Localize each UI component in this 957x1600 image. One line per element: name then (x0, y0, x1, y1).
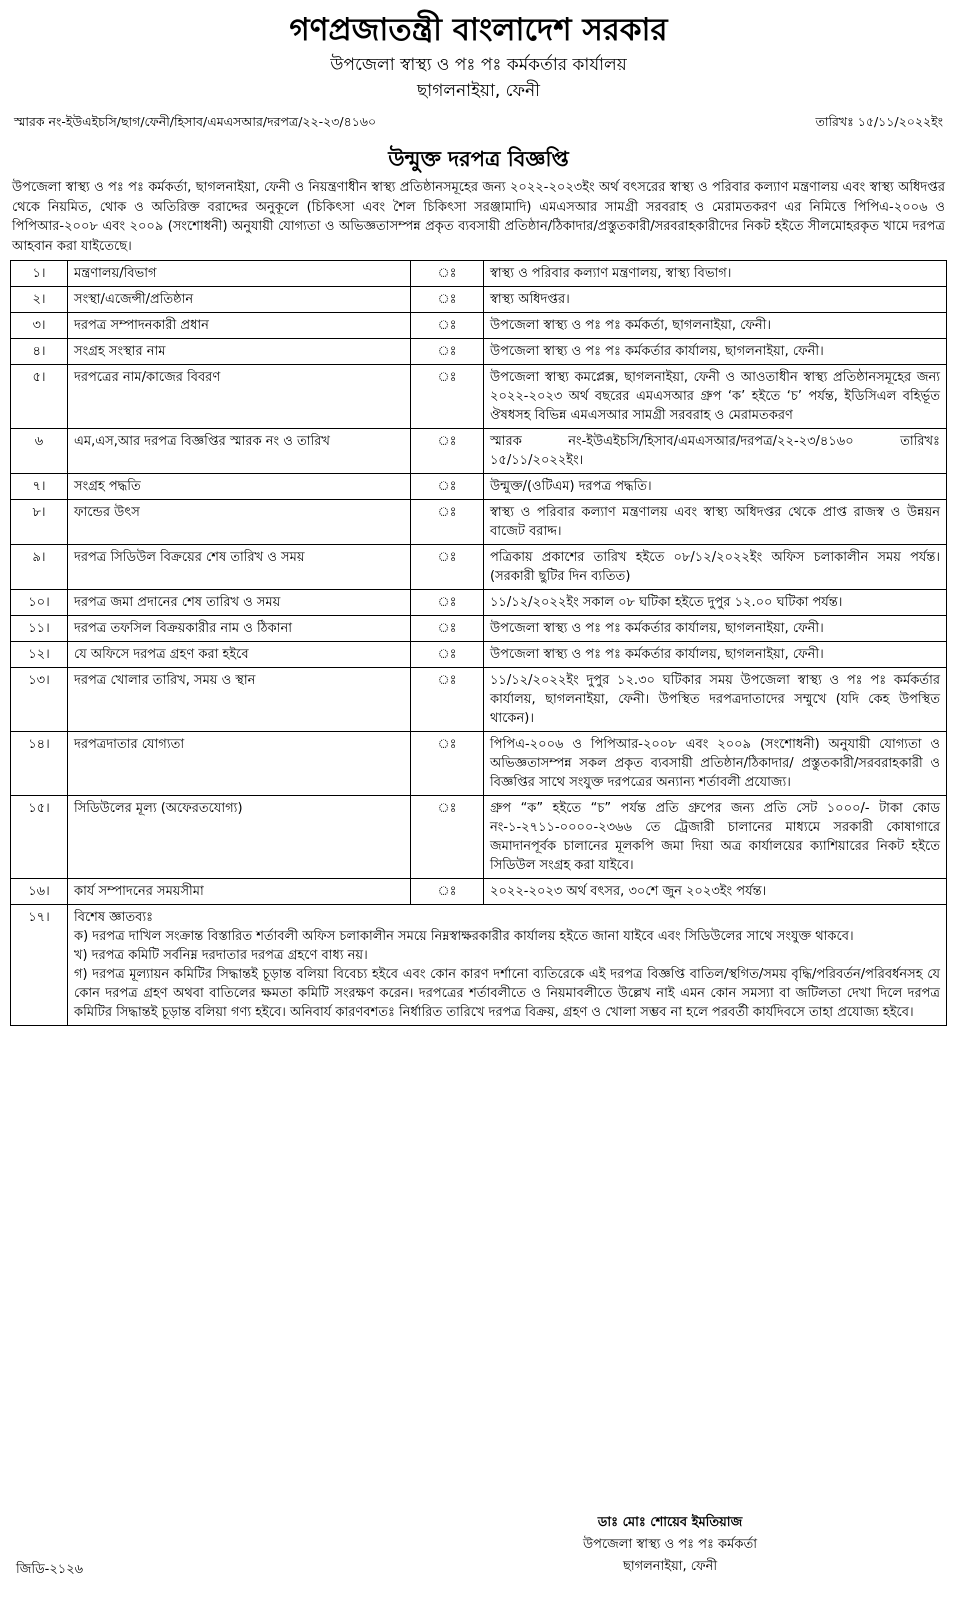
office-name: উপজেলা স্বাস্থ্য ও পঃ পঃ কর্মকর্তার কার্যালয় (330, 55, 627, 75)
intro-paragraph: উপজেলা স্বাস্থ্য ও পঃ পঃ কর্মকর্তা, ছাগলনাইয়া, ফেনী ও নিয়ন্ত্রণাধীন স্বাস্থ্য প্রতিষ্ঠানসমূহের জন্য ২০২২-২০২৩ইং অর্থ বৎসরের স্বাস্থ্য ও পরিবার কল্যাণ মন্ত্রণালয় এবং স্বাস্থ্য অধিদপ্তর থেকে নিয়মিত, থোক ও অতিরিক্ত বরাদ্দের অনুকূলে (চিকিৎসা এবং শৈল চিকিৎসা সরঞ্জামাদি) এমএসআর সামগ্রী সরবরাহ ও মেরামতকরণ এর নিমিত্তে পিপিএ-২০০৬ ও পিপিআর-২০০৮ এবং ২০০৯ (সংশোধনী) অনুযায়ী যোগ্যতা ও অভিজ্ঞতাসম্পন্ন প্রকৃত ব্যবসায়ী প্রতিষ্ঠান/ঠিকাদার/প্রস্তুতকারী/সরবরাহকারীদের নিকট হইতে সীলমোহরকৃত খামে দরপত্র আহবান করা যাইতেছে। (12, 180, 945, 254)
row-colon: ঃ (411, 339, 484, 365)
row-label: সিডিউলের মূল্য (অফেরতযোগ্য) (68, 796, 411, 879)
row-label: দরপত্র সিডিউল বিক্রয়ের শেষ তারিখ ও সময় (68, 545, 411, 590)
special-notes (68, 905, 947, 1026)
table-row (11, 616, 947, 642)
row-value: উন্মুক্ত/(ওটিএম) দরপত্র পদ্ধতি। (484, 474, 947, 500)
row-value: স্বাস্থ্য ও পরিবার কল্যাণ মন্ত্রণালয় এবং স্বাস্থ্য অধিদপ্তর থেকে প্রাপ্ত রাজস্ব ও উন্নয়ন বাজেট বরাদ্দ। (484, 500, 947, 545)
row-label: এম,এস,আর দরপত্র বিজ্ঞপ্তির স্মারক নং ও তারিখ (68, 429, 411, 474)
memo-line (10, 112, 947, 132)
table-row (11, 365, 947, 429)
special-item: ক) দরপত্র দাখিল সংক্রান্ত বিস্তারিত শর্তাবলী অফিস চলাকালীন সময়ে নিম্নস্বাক্ষরকারীর কার্যালয় হইতে জানা যাইবে এবং সিডিউলের সাথে সংযুক্ত থাকবে। (74, 929, 854, 944)
row-number: ১৬। (11, 879, 68, 905)
row-number: ৩। (11, 313, 68, 339)
row-label: দরপত্র জমা প্রদানের শেষ তারিখ ও সময় (68, 590, 411, 616)
memo-date: তারিখঃ ১৫/১১/২০২২ইং (815, 114, 943, 129)
table-row (11, 429, 947, 474)
memo-number: স্মারক নং-ইউএইচসি/ছাগ/ফেনী/হিসাব/এমএসআর/দরপত্র/২২-২৩/৪১৬০ (14, 114, 377, 129)
row-number: ১৫। (11, 796, 68, 879)
row-colon: ঃ (411, 500, 484, 545)
row-number: ৫। (11, 365, 68, 429)
table-row (11, 339, 947, 365)
row-colon: ঃ (411, 261, 484, 287)
table-row (11, 879, 947, 905)
row-colon: ঃ (411, 590, 484, 616)
row-colon: ঃ (411, 642, 484, 668)
row-value: পিপিএ-২০০৬ ও পিপিআর-২০০৮ এবং ২০০৯ (সংশোধনী) অনুযায়ী যোগ্যতা ও অভিজ্ঞতাসম্পন্ন সকল প্রকৃত ব্যবসায়ী প্রতিষ্ঠান/ঠিকাদার/ প্রস্তুতকারী/সরবরাহকারী ও বিজ্ঞপ্তির সাথে সংযুক্ত দরপত্রের অন্যান্য শর্তাবলী প্রযোজ্য। (484, 732, 947, 796)
row-value: ১১/১২/২০২২ইং দুপুর ১২.৩০ ঘটিকার সময় উপজেলা স্বাস্থ্য ও পঃ পঃ কর্মকর্তার কার্যালয়, ছাগলনাইয়া, ফেনী। উপস্থিত দরপত্রদাতাদের সম্মুখে (যদি কেহ উপস্থিত থাকেন)। (484, 668, 947, 732)
row-value: উপজেলা স্বাস্থ্য ও পঃ পঃ কর্মকর্তা, ছাগলনাইয়া, ফেনী। (484, 313, 947, 339)
row-value: পত্রিকায় প্রকাশের তারিখ হইতে ০৮/১২/২০২২ইং অফিস চলাকালীন সময় পর্যন্ত। (সরকারী ছুটির দিন ব্যতিত) (484, 545, 947, 590)
special-heading: বিশেষ জ্ঞাতব্যঃ (74, 910, 154, 925)
signature-block (480, 1512, 860, 1578)
row-colon: ঃ (411, 474, 484, 500)
row-colon: ঃ (411, 668, 484, 732)
row-label: সংগ্রহ পদ্ধতি (68, 474, 411, 500)
table-row (11, 545, 947, 590)
table-row (11, 474, 947, 500)
row-colon: ঃ (411, 796, 484, 879)
table-row (11, 313, 947, 339)
signatory-designation: উপজেলা স্বাস্থ্য ও পঃ পঃ কর্মকর্তা (583, 1537, 757, 1552)
row-number: ৮। (11, 500, 68, 545)
row-colon: ঃ (411, 287, 484, 313)
row-number: ১৪। (11, 732, 68, 796)
row-value: উপজেলা স্বাস্থ্য ও পঃ পঃ কর্মকর্তার কার্যালয়, ছাগলনাইয়া, ফেনী। (484, 616, 947, 642)
table-row (11, 642, 947, 668)
row-label: দরপত্রদাতার যোগ্যতা (68, 732, 411, 796)
row-number: ৬ (11, 429, 68, 474)
row-colon: ঃ (411, 429, 484, 474)
row-value: উপজেলা স্বাস্থ্য ও পঃ পঃ কর্মকর্তার কার্যালয়, ছাগলনাইয়া, ফেনী। (484, 339, 947, 365)
row-number: ১। (11, 261, 68, 287)
table-row (11, 796, 947, 879)
signatory-name: ডাঃ মোঃ শোয়েব ইমতিয়াজ (597, 1515, 743, 1530)
table-row (11, 668, 947, 732)
row-value: উপজেলা স্বাস্থ্য কমপ্লেক্স, ছাগলনাইয়া, ফেনী ও আওতাধীন স্বাস্থ্য প্রতিষ্ঠানসমূহের জন্য ২০২২-২০২৩ অর্থ বছরের এমএসআর গ্রুপ ‘ক’ হইতে ‘চ’ পর্যন্ত, ইডিসিএল বহির্ভূত ঔষধসহ বিভিন্ন এমএসআর সামগ্রী সরবরাহ ও মেরামতকরণ (484, 365, 947, 429)
row-number: ৪। (11, 339, 68, 365)
signatory-place: ছাগলনাইয়া, ফেনী (622, 1559, 718, 1574)
gd-number: জিডি-২১২৬ (16, 1562, 84, 1577)
tender-details-table (10, 260, 947, 1026)
row-value: ১১/১২/২০২২ইং সকাল ০৮ ঘটিকা হইতে দুপুর ১২.০০ ঘটিকা পর্যন্ত। (484, 590, 947, 616)
special-item: খ) দরপত্র কমিটি সর্বনিম্ন দরদাতার দরপত্র গ্রহণে বাধ্য নয়। (74, 948, 368, 963)
table-row (11, 500, 947, 545)
row-label: যে অফিসে দরপত্র গ্রহণ করা হইবে (68, 642, 411, 668)
row-colon: ঃ (411, 313, 484, 339)
row-colon: ঃ (411, 545, 484, 590)
row-colon: ঃ (411, 879, 484, 905)
row-number: ৭। (11, 474, 68, 500)
row-number: ৯। (11, 545, 68, 590)
table-row-special (11, 905, 947, 1026)
row-label: কার্য সম্পাদনের সময়সীমা (68, 879, 411, 905)
government-title: গণপ্রজাতন্ত্রী বাংলাদেশ সরকার (289, 12, 668, 48)
row-colon: ঃ (411, 365, 484, 429)
row-colon: ঃ (411, 616, 484, 642)
notice-title: উন্মুক্ত দরপত্র বিজ্ঞপ্তি (388, 147, 569, 171)
table-row (11, 590, 947, 616)
special-item: গ) দরপত্র মূল্যায়ন কমিটির সিদ্ধান্তই চূড়ান্ত বলিয়া বিবেচ্য হইবে এবং কোন কারণ দর্শানো ব্যতিরেকে এই দরপত্র বিজ্ঞপ্তি বাতিল/স্থগিত/সময় বৃদ্ধি/পরিবর্তন/পরিবর্ধনসহ যে কোন দরপত্র গ্রহণ অথবা বাতিলের ক্ষমতা কমিটি সংরক্ষণ করেন। দরপত্রের শর্তাবলীতে ও নিয়মাবলীতে উল্লেখ নাই এমন কোন সমস্যা বা জটিলতা দেখা দিলে দরপত্র কমিটির সিদ্ধান্তই চূড়ান্ত বলিয়া গণ্য হইবে। অনিবার্য কারণবশতঃ নির্ধারিত তারিখে দরপত্র বিক্রয়, গ্রহণ ও খোলা সম্ভব না হলে পরবর্তী কার্যদিবসে তাহা প্রযোজ্য হইবে। (74, 967, 940, 1020)
table-row (11, 261, 947, 287)
row-number: ১০। (11, 590, 68, 616)
row-number: ১৩। (11, 668, 68, 732)
row-label: দরপত্র তফসিল বিক্রয়কারীর নাম ও ঠিকানা (68, 616, 411, 642)
row-label: দরপত্রের নাম/কাজের বিবরণ (68, 365, 411, 429)
row-value: উপজেলা স্বাস্থ্য ও পঃ পঃ কর্মকর্তার কার্যালয়, ছাগলনাইয়া, ফেনী। (484, 642, 947, 668)
table-row (11, 732, 947, 796)
row-label: সংগ্রহ সংস্থার নাম (68, 339, 411, 365)
row-colon: ঃ (411, 732, 484, 796)
row-label: ফান্ডের উৎস (68, 500, 411, 545)
row-label: দরপত্র খোলার তারিখ, সময় ও স্থান (68, 668, 411, 732)
row-value: স্বাস্থ্য ও পরিবার কল্যাণ মন্ত্রণালয়, স্বাস্থ্য বিভাগ। (484, 261, 947, 287)
row-label: দরপত্র সম্পাদনকারী প্রধান (68, 313, 411, 339)
row-number: ১৭। (11, 905, 68, 1026)
row-value: গ্রুপ “ক” হইতে “চ” পর্যন্ত প্রতি গ্রুপের জন্য প্রতি সেট ১০০০/- টাকা কোড নং-১-২৭১১-০০০০-২৩৬৬ তে ট্রেজারী চালানের মাধ্যমে সরকারী কোষাগারে জমাদানপূর্বক চালানের মূলকপি জমা দিয়া অত্র কার্যালয়ের ক্যাশিয়ারের নিকট হইতে সিডিউল সংগ্রহ করা যাইবে। (484, 796, 947, 879)
office-location: ছাগলনাইয়া, ফেনী (416, 81, 541, 101)
table-row (11, 287, 947, 313)
row-number: ১১। (11, 616, 68, 642)
row-number: ২। (11, 287, 68, 313)
row-number: ১২। (11, 642, 68, 668)
row-value: স্মারক নং-ইউএইচসি/হিসাব/এমএসআর/দরপত্র/২২-২৩/৪১৬০ তারিখঃ ১৫/১১/২০২২ইং। (484, 429, 947, 474)
row-label: মন্ত্রণালয়/বিভাগ (68, 261, 411, 287)
row-value: ২০২২-২০২৩ অর্থ বৎসর, ৩০শে জুন ২০২৩ইং পর্যন্ত। (484, 879, 947, 905)
row-label: সংস্থা/এজেন্সী/প্রতিষ্ঠান (68, 287, 411, 313)
row-value: স্বাস্থ্য অধিদপ্তর। (484, 287, 947, 313)
